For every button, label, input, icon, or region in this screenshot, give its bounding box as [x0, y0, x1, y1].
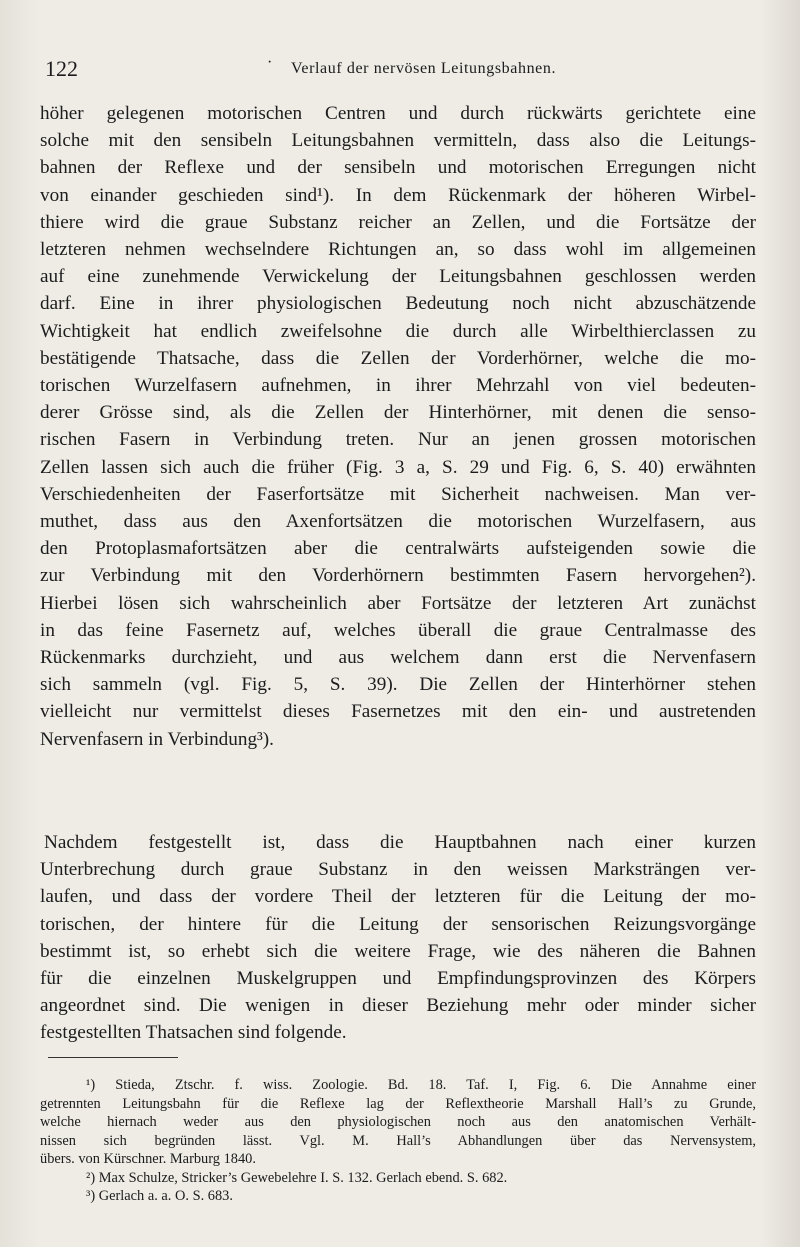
header-dot: · [267, 54, 273, 71]
text-line: thiere wird die graue Substanz reicher an Zellen, und die Fortsätze der [40, 211, 756, 233]
text-line: bestätigende Thatsache, dass die Zellen der Vorderhörner, welche die mo- [40, 347, 756, 369]
text-line: vielleicht nur vermittelst dieses Fasernetzes mit den ein- und austretenden [40, 701, 756, 723]
text-line: bestimmt ist, so erhebt sich die weitere Frage, wie des näheren die Bahnen [40, 940, 756, 962]
text-line: derer Grösse sind, als die Zellen der Hinterhörner, mit denen die senso- [40, 402, 756, 424]
footnote-line: ¹) Stieda, Ztschr. f. wiss. Zoologie. Bd. 18. Taf. I, Fig. 6. Die Annahme einer [86, 1077, 756, 1093]
footnote-line: ²) Max Schulze, Stricker’s Gewebelehre I. S. 132. Gerlach ebend. S. 682. [86, 1169, 508, 1186]
text-line: Rückenmarks durchzieht, und aus welchem dann erst die Nervenfasern [40, 647, 756, 669]
paragraph-1 [40, 100, 756, 753]
text-line: Hierbei lösen sich wahrscheinlich aber Fortsätze der letzteren Art zunächst [40, 592, 756, 614]
footnote-line: ³) Gerlach a. a. O. S. 683. [86, 1188, 233, 1204]
text-line: Unterbrechung durch graue Substanz in den weissen Marksträngen ver- [40, 859, 756, 881]
text-line: Verschiedenheiten der Faserfortsätze mit Sicherheit nachweisen. Man ver- [40, 483, 756, 505]
page-header [45, 52, 755, 82]
text-line: Nervenfasern in Verbindung³). [40, 728, 274, 750]
running-head: Verlauf der nervösen Leitungsbahnen. [291, 60, 557, 77]
text-line: den Protoplasmafortsätzen aber die centralwärts aufsteigenden sowie die [40, 538, 756, 560]
text-line: höher gelegenen motorischen Centren und durch rückwärts gerichtete eine [40, 103, 756, 124]
text-line: letzteren nehmen wechselndere Richtungen an, so dass wohl im allgemeinen [40, 239, 756, 261]
text-line: rischen Fasern in Verbindung treten. Nur an jenen grossen motorischen [40, 429, 756, 451]
text-line: laufen, und dass der vordere Theil der letzteren für die Leitung der mo- [40, 886, 756, 908]
text-line: zur Verbindung mit den Vorderhörnern bestimmten Fasern hervorgehen²). [40, 565, 756, 587]
footnote-line: getrennten Leitungsbahn für die Reflexe lag der Reflextheorie Marshall Hall’s zu Grunde, [40, 1095, 756, 1112]
text-line: solche mit den sensibeln Leitungsbahnen vermitteln, dass also die Leitungs- [40, 130, 756, 152]
footnotes [40, 1076, 756, 1206]
text-line: Zellen lassen sich auch die früher (Fig. 3 a, S. 29 und Fig. 6, S. 40) erwähnten [40, 456, 756, 478]
text-line: sich sammeln (vgl. Fig. 5, S. 39). Die Zellen der Hinterhörner stehen [40, 674, 756, 696]
text-line: angeordnet sind. Die wenigen in dieser Beziehung mehr oder minder sicher [40, 995, 756, 1017]
text-line: in das feine Fasernetz auf, welches überall die graue Centralmasse des [40, 619, 756, 641]
footnote-line: welche hiernach weder aus den physiologischen noch aus den anatomischen Verhält- [40, 1114, 756, 1130]
text-line: von einander geschieden sind¹). In dem Rückenmark der höheren Wirbel- [40, 184, 756, 206]
footnote-line: übers. von Kürschner. Marburg 1840. [40, 1151, 256, 1167]
text-line: Wichtigkeit hat endlich zweifelsohne die durch alle Wirbelthierclassen zu [40, 320, 756, 342]
footnote-divider [48, 1057, 178, 1058]
text-line: darf. Eine in ihrer physiologischen Bedeutung noch nicht abzuschätzende [40, 293, 756, 315]
text-line: bahnen der Reflexe und der sensibeln und motorischen Erregungen nicht [40, 157, 756, 179]
text-line: festgestellten Thatsachen sind folgende. [40, 1022, 347, 1044]
page-number: 122 [45, 56, 78, 81]
text-line: für die einzelnen Muskelgruppen und Empfindungsprovinzen des Körpers [40, 968, 756, 990]
paragraph-2 [40, 829, 756, 1047]
text-line: muthet, dass aus den Axenfortsätzen die motorischen Wurzelfasern, aus [40, 511, 756, 533]
text-line: Nachdem festgestellt ist, dass die Hauptbahnen nach einer kurzen [44, 832, 756, 853]
text-line: torischen Wurzelfasern aufnehmen, in ihrer Mehrzahl von viel bedeuten- [40, 375, 756, 397]
text-line: auf eine zunehmende Verwickelung der Leitungsbahnen geschlossen werden [40, 266, 756, 288]
footnote-line: nissen sich begründen lässt. Vgl. M. Hall’s Abhandlungen über das Nervensystem, [40, 1132, 756, 1149]
text-line: torischen, der hintere für die Leitung der sensorischen Reizungsvorgänge [40, 913, 756, 935]
